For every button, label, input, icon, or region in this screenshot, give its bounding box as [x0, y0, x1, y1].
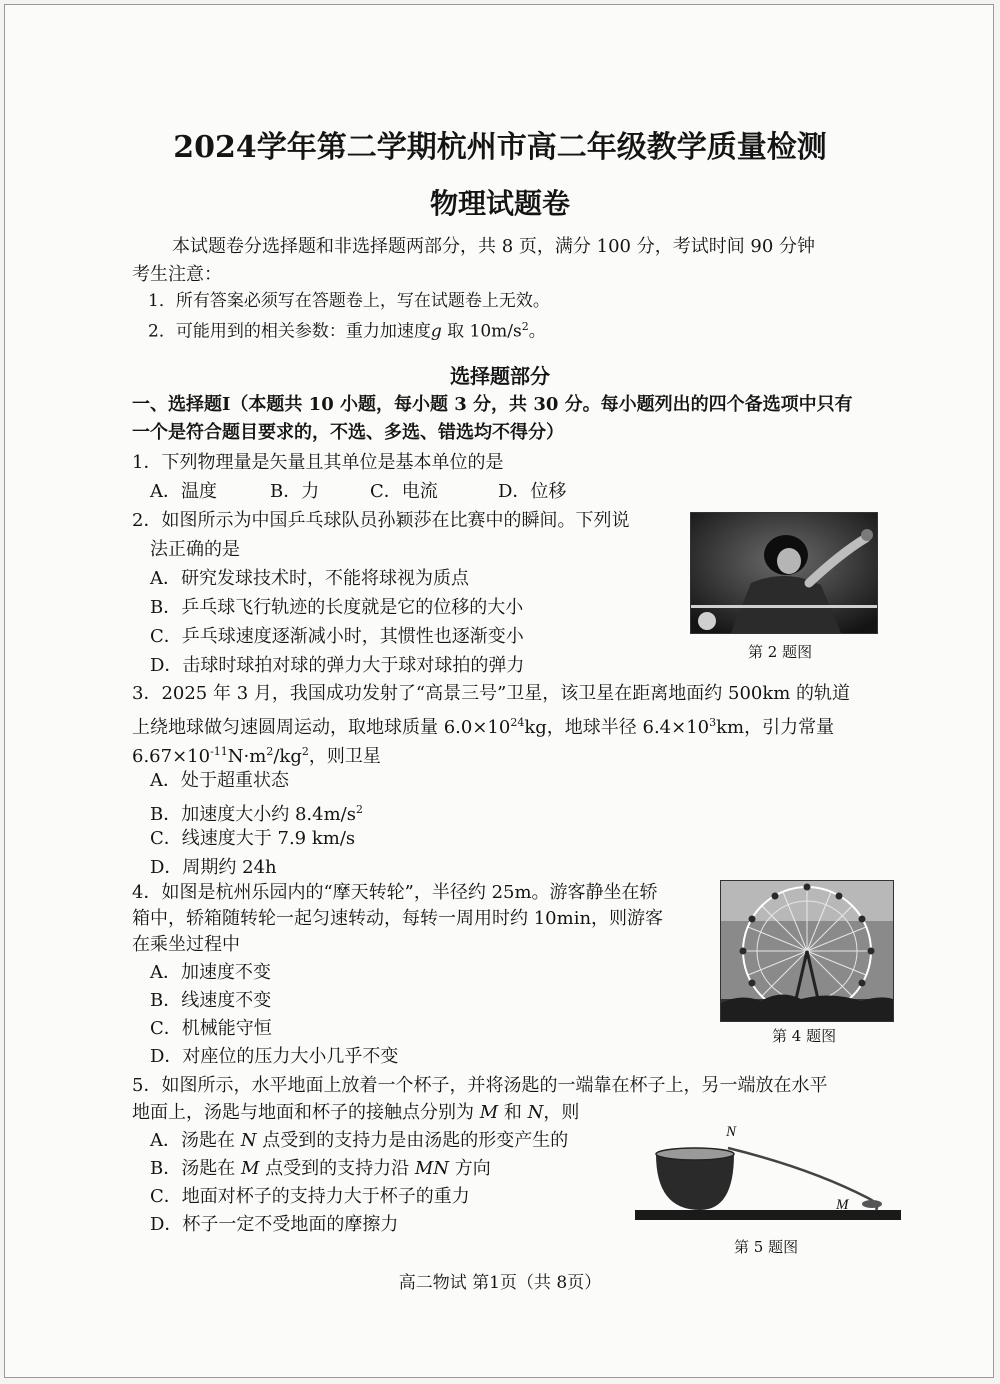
q4-option-d: D．对座位的压力大小几乎不变: [150, 1046, 399, 1067]
note-1: 1．所有答案必须写在答题卷上，写在试题卷上无效。: [148, 291, 550, 311]
part1-instructions-line2: 一个是符合题目要求的，不选、多选、错选均不得分）: [132, 422, 564, 443]
q1-option-a: A．温度: [150, 481, 217, 502]
q3-option-a: A．处于超重状态: [150, 770, 289, 791]
intro-line: 本试题卷分选择题和非选择题两部分，共 8 页，满分 100 分，考试时间 90 分钟: [172, 236, 816, 257]
point-n-label: N: [726, 1124, 737, 1140]
note-2: 2．可能用到的相关参数：重力加速度g 取 $10m/s^2$。: [148, 320, 546, 342]
q4-line3: 在乘坐过程中: [132, 934, 240, 955]
q4-option-a: A．加速度不变: [150, 962, 271, 983]
q4-photo: [720, 880, 894, 1022]
q4-option-c: C．机械能守恒: [150, 1018, 272, 1039]
q4-option-b: B．线速度不变: [150, 990, 272, 1011]
notice-label: 考生注意：: [132, 264, 222, 285]
q3-option-b: B．加速度大小约 $8.4m/s^2$: [150, 803, 363, 825]
part1-instructions-line1: 一、选择题Ⅰ（本题共 10 小题，每小题 3 分，共 30 分。每小题列出的四个备选项中只有: [132, 394, 853, 415]
page-footer: 高二物试 第1页（共 8页）: [398, 1273, 602, 1293]
q2-option-b: B．乒乓球飞行轨迹的长度就是它的位移的大小: [150, 597, 524, 618]
q3-line2: 上绕地球做匀速圆周运动，取地球质量 $6.0\times 10^{24}kg$，地球半径 $6.4\times 10^3km$，引力常量: [132, 716, 835, 738]
q5-option-c: C．地面对杯子的支持力大于杯子的重力: [150, 1186, 470, 1207]
q5-option-d: D．杯子一定不受地面的摩擦力: [150, 1214, 399, 1235]
spoon-bowl: [862, 1200, 882, 1208]
q2-caption: 第 2 题图: [748, 643, 813, 661]
q2-stem-line2: 法正确的是: [150, 539, 240, 560]
q2-photo: [690, 512, 878, 634]
q5-option-a: A．汤匙在 N 点受到的支持力是由汤匙的形变产生的: [150, 1130, 569, 1151]
cup-shape: [656, 1154, 734, 1210]
q3-option-d: D．周期约 24h: [150, 857, 277, 878]
point-m-label: M: [836, 1197, 849, 1213]
q4-caption: 第 4 题图: [772, 1027, 837, 1045]
q2-stem-line1: 2．如图所示为中国乒乓球队员孙颖莎在比赛中的瞬间。下列说: [132, 510, 630, 531]
q5-option-b: B．汤匙在 M 点受到的支持力沿 MN 方向: [150, 1158, 491, 1179]
q2-option-d: D．击球时球拍对球的弹力大于球对球拍的弹力: [150, 655, 525, 676]
cup-rim: [656, 1148, 734, 1160]
q5-figure: [630, 1118, 905, 1228]
table-tennis-player-image: [691, 513, 877, 633]
q3-line1: 3．2025 年 3 月，我国成功发射了“高景三号”卫星，该卫星在距离地面约 500km 的轨道: [132, 683, 851, 704]
q2-option-a: A．研究发球技术时，不能将球视为质点: [150, 568, 469, 589]
q3-option-c: C．线速度大于 7.9 km/s: [150, 828, 356, 849]
ferris-wheel-image: [721, 881, 893, 1021]
q1-option-c: C．电流: [370, 481, 438, 502]
q3-line3: $6.67\times 10^{-11}N\cdot m^2/kg^2$，则卫星: [132, 745, 381, 767]
q1-option-d: D．位移: [498, 481, 567, 502]
page-subtitle: 物理试题卷: [429, 187, 570, 220]
spoon-shape: [728, 1148, 877, 1210]
q4-line1: 4．如图是杭州乐园内的“摩天转轮”，半径约 25m。游客静坐在轿: [132, 882, 658, 903]
q5-line1: 5．如图所示，水平地面上放着一个杯子，并将汤匙的一端靠在杯子上，另一端放在水平: [132, 1075, 828, 1096]
section-title: 选择题部分: [450, 364, 550, 388]
q4-line2: 箱中，轿箱随转轮一起匀速转动，每转一周用时约 10min，则游客: [132, 908, 664, 929]
page-title: 2024学年第二学期杭州市高二年级教学质量检测: [173, 130, 827, 165]
q5-line2: 地面上，汤匙与地面和杯子的接触点分别为 M 和 N，则: [132, 1102, 580, 1123]
q1-option-b: B．力: [270, 481, 320, 502]
ground-surface: [635, 1210, 901, 1220]
q1-stem: 1．下列物理量是矢量且其单位是基本单位的是: [132, 452, 504, 473]
q5-caption: 第 5 题图: [734, 1238, 799, 1256]
q2-option-c: C．乒乓球速度逐渐减小时，其惯性也逐渐变小: [150, 626, 524, 647]
